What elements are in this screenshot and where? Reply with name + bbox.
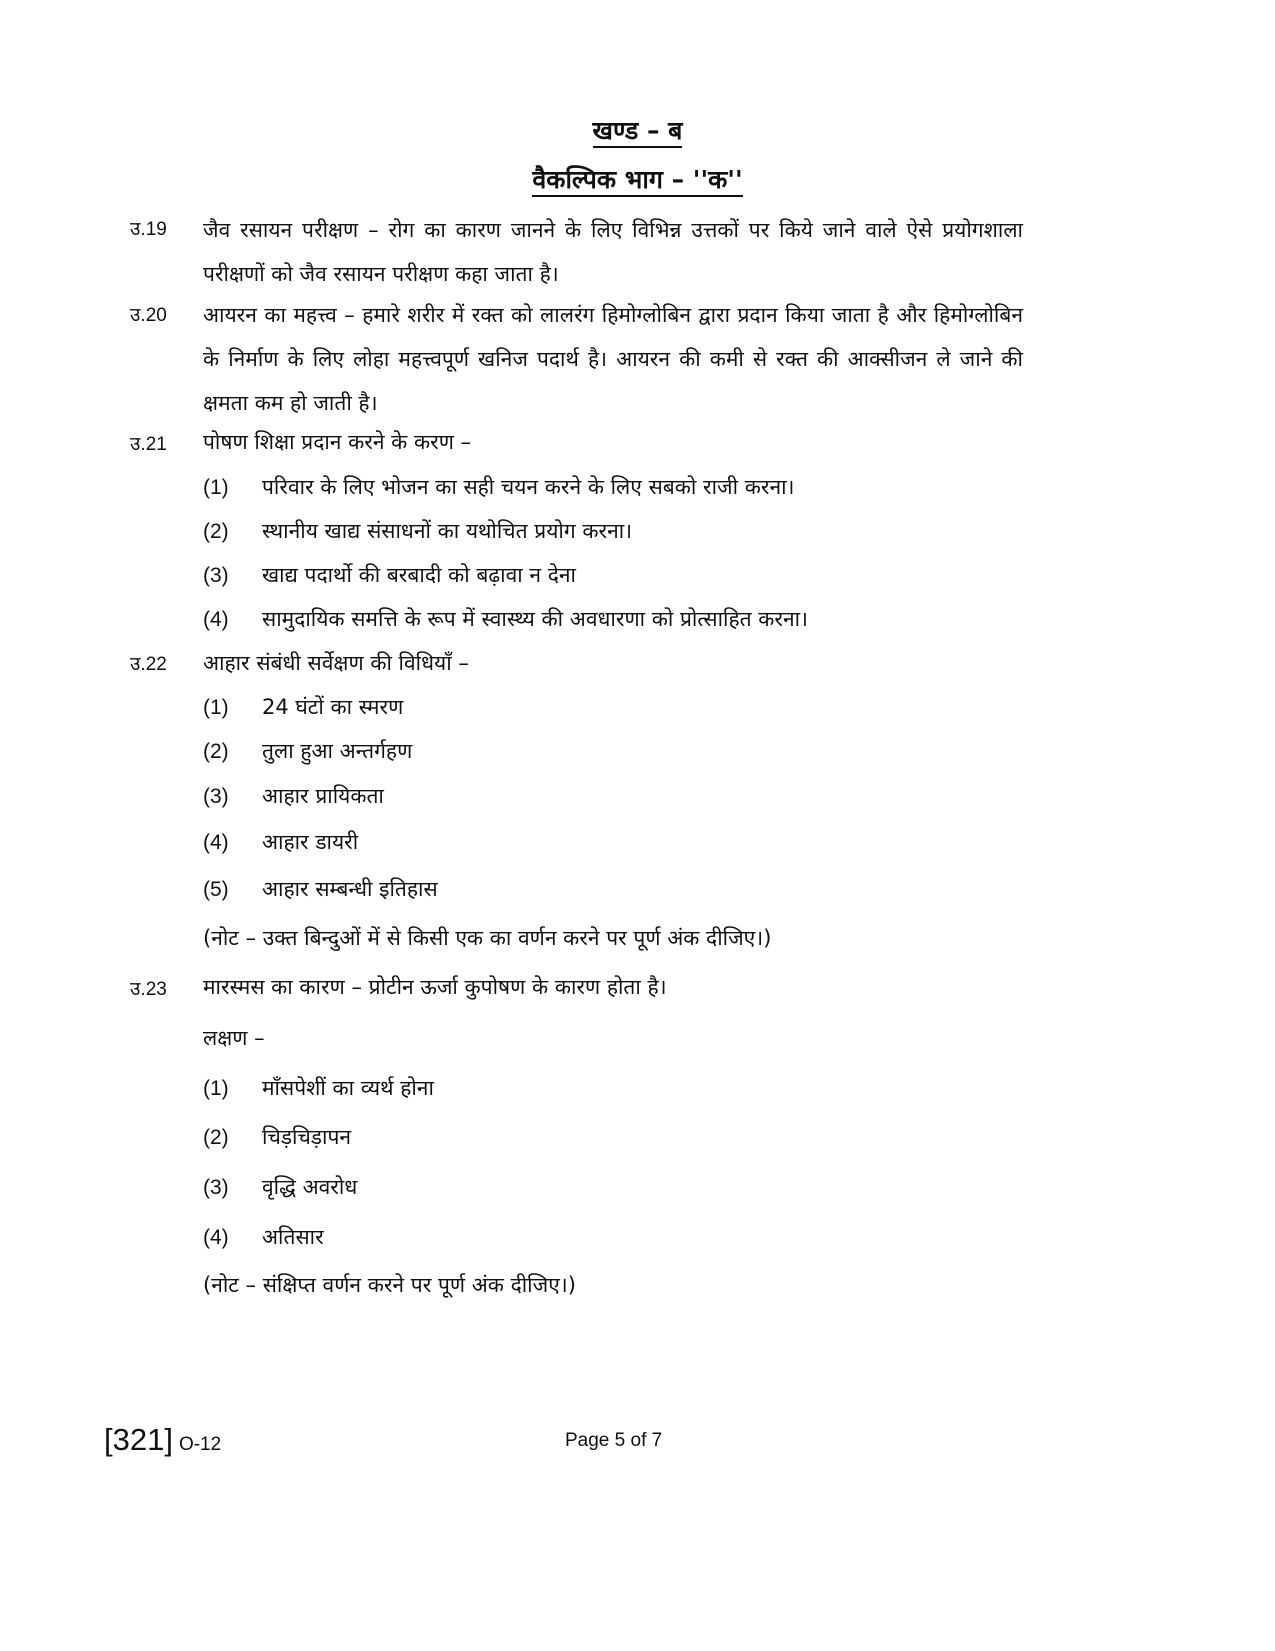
answer-number: उ.21 [130, 434, 167, 455]
answer-intro: मारस्मस का कारण – प्रोटीन ऊर्जा कुपोषण के कारण होता है। [203, 975, 667, 999]
list-item-number: (2) [203, 1126, 229, 1149]
list-item-number: (5) [203, 878, 229, 901]
symptoms-label: लक्षण – [203, 1026, 265, 1050]
list-item-number: (1) [203, 476, 229, 499]
answer-number: उ.19 [130, 219, 167, 240]
answer-intro: पोषण शिक्षा प्रदान करने के करण – [203, 430, 472, 454]
page-number: Page 5 of 7 [565, 1430, 663, 1451]
list-item-number: (2) [203, 740, 229, 763]
list-item: स्थानीय खाद्य संसाधनों का यथोचित प्रयोग करना। [262, 519, 633, 543]
list-item: माँसपेशीं का व्यर्थ होना [262, 1076, 434, 1100]
subject-code: [321] [104, 1422, 173, 1457]
note: (नोट – उक्त बिन्दुओं में से किसी एक का वर्णन करने पर पूर्ण अंक दीजिए।) [203, 926, 772, 950]
list-item: अतिसार [262, 1225, 324, 1249]
list-item: आहार प्रायिकता [262, 784, 384, 808]
answer-number: उ.22 [130, 654, 167, 675]
answer-text: आयरन का महत्त्व – हमारे शरीर में रक्त को लालरंग हिमोग्लोबिन द्वारा प्रदान किया जाता है और हिमोग्लोबिन के निर्माण के लिए लोहा महत्त्वपूर्ण खनिज पदार्थ है। आयरन की कमी से रक्त की आक्सीजन ले जाने की क्षमता कम हो जाती है। [203, 303, 1023, 415]
list-item-number: (4) [203, 831, 229, 854]
answer-number: उ.23 [130, 979, 167, 1000]
list-item-number: (3) [203, 1176, 229, 1199]
list-item: वृद्धि अवरोध [262, 1175, 358, 1199]
list-item: 24 घंटों का स्मरण [262, 695, 404, 719]
list-item: खाद्य पदार्थो की बरबादी को बढ़ावा न देना [262, 563, 576, 587]
note: (नोट – संक्षिप्त वर्णन करने पर पूर्ण अंक दीजिए।) [203, 1273, 576, 1297]
set-code: O-12 [178, 1434, 222, 1455]
paper-code [104, 1422, 221, 1458]
list-item-number: (1) [203, 1077, 229, 1100]
section-heading: खण्ड – ब [0, 114, 1275, 148]
answer-intro: आहार संबंधी सर्वेक्षण की विधियाँ – [203, 651, 469, 675]
list-item-number: (2) [203, 520, 229, 543]
list-item: आहार सम्बन्धी इतिहास [262, 877, 438, 901]
list-item-number: (4) [203, 608, 229, 631]
list-item: परिवार के लिए भोजन का सही चयन करने के लिए सबको राजी करना। [262, 475, 795, 499]
list-item-number: (1) [203, 696, 229, 719]
list-item: चिड़चिड़ापन [262, 1125, 352, 1149]
answer-number: उ.20 [130, 305, 167, 326]
list-item: आहार डायरी [262, 830, 359, 854]
part-heading: वैकल्पिक भाग – ''क'' [0, 163, 1275, 197]
list-item-number: (4) [203, 1226, 229, 1249]
list-item: सामुदायिक समत्ति के रूप में स्वास्थ्य की अवधारणा को प्रोत्साहित करना। [262, 607, 809, 631]
list-item-number: (3) [203, 564, 229, 587]
answer-text: जैव रसायन परीक्षण – रोग का कारण जानने के लिए विभिन्न उत्तकों पर किये जाने वाले ऐसे प्रयोगशाला परीक्षणों को जैव रसायन परीक्षण कहा जाता है। [203, 218, 1023, 286]
list-item-number: (3) [203, 785, 229, 808]
list-item: तुला हुआ अन्तर्गहण [262, 739, 413, 763]
